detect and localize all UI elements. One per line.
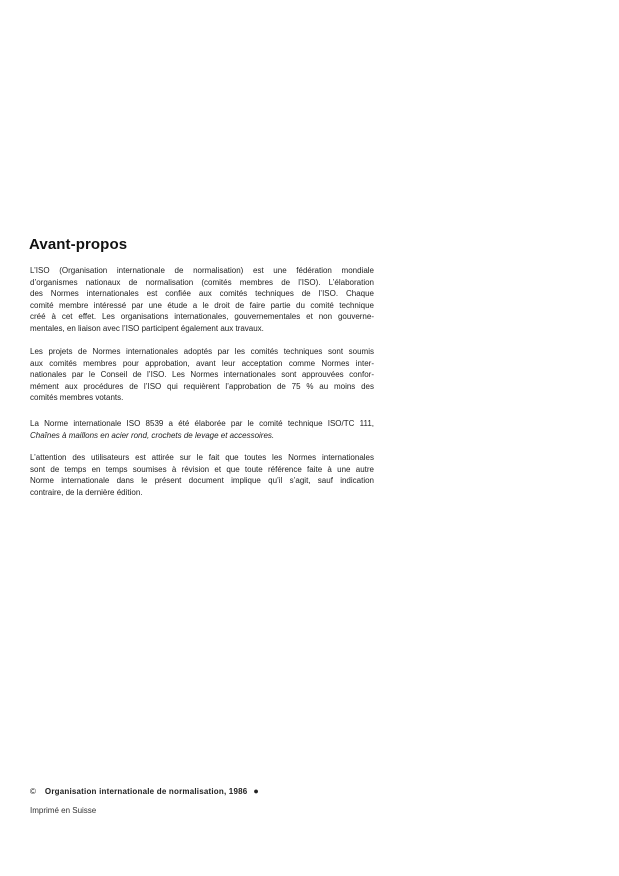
- paragraph-standard-reference: [30, 418, 374, 441]
- paragraph-approval-process: [30, 346, 374, 404]
- text-line: mément aux procédures de l’ISO qui requièrent l’approbation de 75 % au moins des: [30, 381, 374, 391]
- footer-copyright: [30, 786, 259, 796]
- text-line: mentales, en liaison avec l’ISO participent également aux travaux.: [30, 323, 264, 333]
- text-line: contraire, de la dernière édition.: [30, 487, 143, 497]
- text-line: comités membres votants.: [30, 393, 124, 402]
- text-line: Les projets de Normes internationales adoptés par les comités techniques sont soumis: [30, 347, 374, 356]
- text-line: créé à cet effet. Les organisations internationales, gouvernementales et non gouverne-: [30, 312, 374, 321]
- standard-title-line: Chaînes à maillons en acier rond, crochets de levage et accessoires.: [30, 430, 275, 440]
- copyright-organisation: Organisation internationale de normalisation, 1986: [44, 787, 248, 796]
- text-line: comité membre intéressé par une étude a le droit de faire partie du comité technique: [30, 300, 374, 310]
- footer-printed-in: Imprimé en Suisse: [30, 806, 97, 815]
- paragraph-iso-description: [30, 265, 374, 334]
- copyright-symbol: ©: [30, 787, 36, 796]
- text-line: Norme internationale dans le présent document implique qu’il s’agit, sauf indication: [30, 476, 374, 485]
- text-line: aux comités membres pour approbation, avant leur acceptation comme Normes inter-: [30, 358, 374, 368]
- text-line: La Norme internationale ISO 8539 a été élaborée par le comité technique ISO/TC 111,: [30, 419, 374, 428]
- text-line: L’ISO (Organisation internationale de normalisation) est une fédération mondiale: [30, 266, 374, 275]
- text-line: d’organismes nationaux de normalisation (comités membres de l’ISO). L’élaboration: [30, 277, 374, 287]
- paragraph-revision-notice: [30, 452, 374, 498]
- section-heading: Avant-propos: [29, 236, 128, 253]
- text-line: sont de temps en temps soumises à révision et que toute référence faite à une autre: [30, 464, 374, 474]
- text-line: L’attention des utilisateurs est attirée sur le fait que toutes les Normes internationales: [30, 453, 374, 462]
- text-line: des Normes internationales est confiée aux comités techniques de l’ISO. Chaque: [30, 289, 374, 298]
- text-line: nationales par le Conseil de l’ISO. Les Normes internationales sont approuvées confor-: [30, 370, 374, 379]
- bullet-icon: ●: [253, 786, 259, 796]
